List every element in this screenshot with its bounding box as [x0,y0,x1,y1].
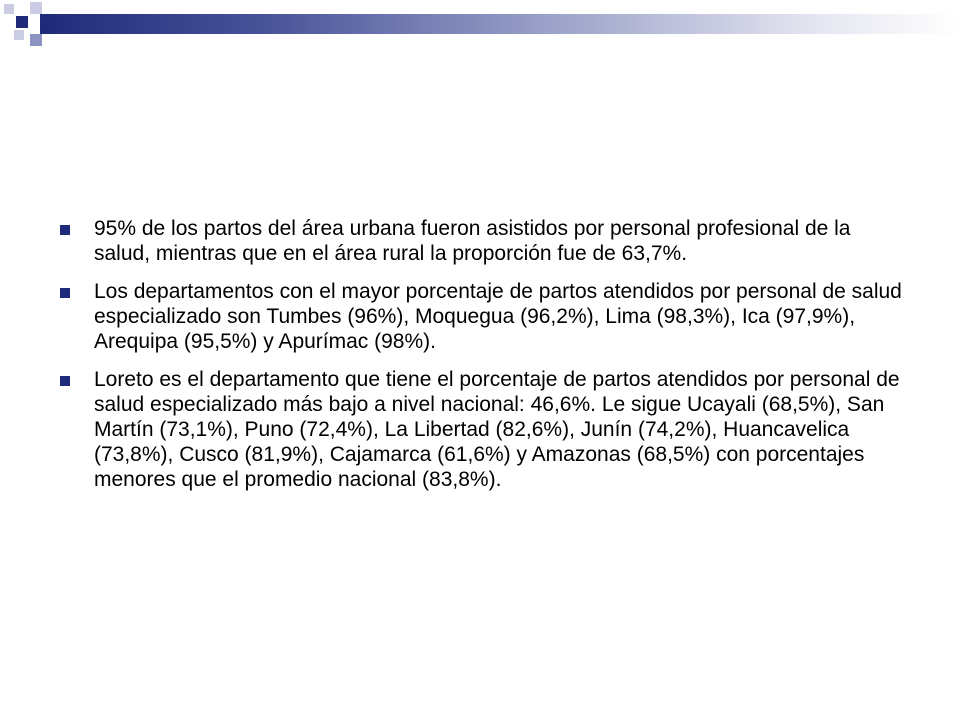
bullet-item [60,216,910,266]
square-bullet-icon [60,225,70,235]
bullet-item [60,279,910,354]
square-bullet-icon [60,376,70,386]
decorative-square [30,34,42,46]
slide-body [60,216,910,505]
bullet-text: Los departamentos con el mayor porcentaje de partos atendidos por personal de salud especializado son Tumbes (96%), Moquegua (96,2%), Lima (98,3%), Ica (97,9%), Arequipa (95,5%) y Apurímac (98%). [94,280,902,353]
decorative-square [40,22,48,30]
bullet-text: Loreto es el departamento que tiene el porcentaje de partos atendidos por personal de salud especializado más bajo a nivel nacional: 46,6%. Le sigue Ucayali (68,5%), San Martín (73,1%), Puno (72,4%), La Libertad (82,6%), Junín (74,2%), Huancavelica (73,8%), Cusco (81,9%), Cajamarca (61,6%) y Amazonas (68,5%) con porcentajes menores que el promedio nacional (83,8%). [94,368,900,491]
decorative-square [4,4,14,14]
decorative-square [14,30,24,40]
bullet-list [60,216,910,492]
bullet-text: 95% de los partos del área urbana fueron asistidos por personal profesional de la salud, mientras que en el área rural la proporción fue de 63,7%. [94,217,851,265]
header-gradient-bar [40,14,960,34]
decorative-square [30,2,42,14]
decorative-square [16,16,28,28]
bullet-item [60,367,910,492]
square-bullet-icon [60,288,70,298]
